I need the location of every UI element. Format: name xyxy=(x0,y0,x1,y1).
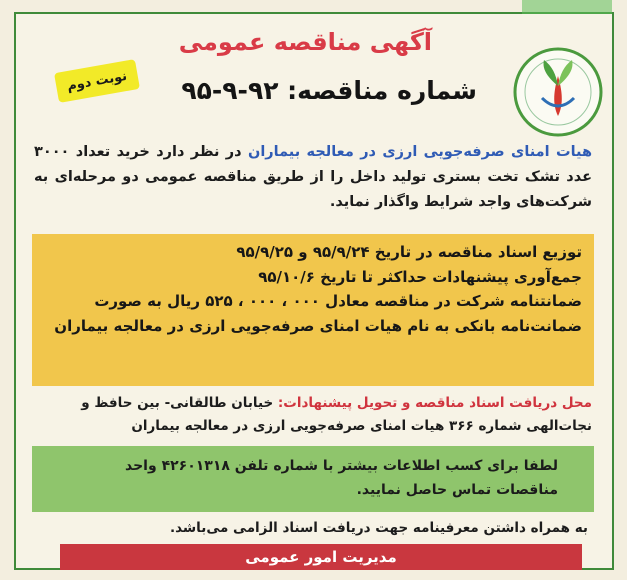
tender-number: شماره مناقصه: ۹۲-۹-۹۵ xyxy=(181,76,477,105)
intro-text: در نظر دارد خرید تعداد ۳۰۰۰ عدد تشک تخت بستری تولید داخل را از طریق مناقصه عمومی دو مرحله‌ای به شرکت‌های واجد شرایط واگذار نماید. xyxy=(34,144,592,210)
contact-box xyxy=(32,446,594,512)
notice-frame xyxy=(14,12,614,570)
location-text: خیابان طالقانی- بین حافظ و نجات‌الهی شماره ۳۶۶ هیات امنای صرفه‌جویی ارزی در معالجه بیماران xyxy=(81,395,592,434)
organization-logo-icon xyxy=(512,46,604,138)
location-paragraph xyxy=(34,392,592,438)
decorative-strip xyxy=(522,0,612,14)
intro-paragraph xyxy=(34,140,592,215)
submission-deadline: جمع‌آوری پیشنهادات حداکثر تا تاریخ ۹۵/۱۰/۶ xyxy=(258,267,582,286)
location-label: محل دریافت اسناد مناقصه و تحویل پیشنهادات: xyxy=(277,395,592,411)
contact-text: لطفا برای کسب اطلاعات بیشتر با شماره تلفن ۴۲۶۰۱۳۱۸ واحد مناقصات تماس حاصل نمایید. xyxy=(125,458,558,498)
schedule-box xyxy=(32,234,594,386)
footer-department: مدیریت امور عمومی xyxy=(60,544,582,570)
distribution-date: توزیع اسناد مناقصه در تاریخ ۹۵/۹/۲۴ و ۹۵/۹/۲۵ xyxy=(236,243,582,261)
round-badge: نوبت دوم xyxy=(54,59,140,103)
organization-name: هیات امنای صرفه‌جویی ارزی در معالجه بیماران xyxy=(247,144,592,160)
requirement-note: به همراه داشتن معرفینامه جهت دریافت اسناد الزامی می‌باشد. xyxy=(169,520,588,536)
notice-title: آگهی مناقصه عمومی xyxy=(178,28,432,56)
guarantee-text: ضمانتنامه شرکت در مناقصه معادل ۰۰۰ ، ۰۰۰ ، ۵۲۵ ریال به صورت ضمانت‌نامه بانکی به نام هیات امنای صرفه‌جویی ارزی در معالجه بیماران xyxy=(54,292,582,335)
notice-header xyxy=(16,14,612,142)
